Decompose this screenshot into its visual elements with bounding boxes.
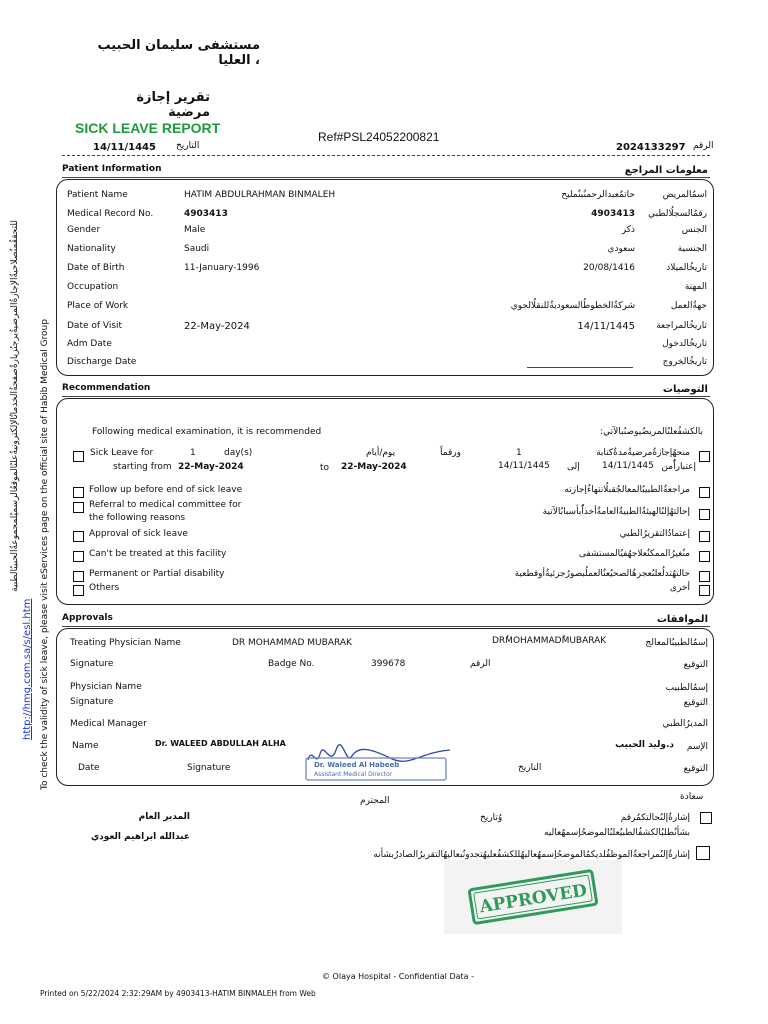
manager-name-label: Name <box>72 741 99 751</box>
letter-ref3-ar: إشارةُإلىُمراجعةُالموظفُلديكمُالموضحُإسمهُعاليهُللكشفُعليهُتجدونُبعاليهُالتقريرُالصادرُبشأنه <box>373 850 690 860</box>
report-date-label: التاريخ <box>176 141 200 151</box>
approvals-section-title: Approvals <box>62 613 113 623</box>
recommendation-checkbox-ar[interactable] <box>699 531 710 542</box>
from-label-ar: إعتباراًُمن <box>661 462 696 472</box>
recommendation-checkbox[interactable] <box>73 502 84 513</box>
letter-checkbox-2[interactable] <box>696 846 710 860</box>
patient-field-value-ar: سعودي <box>607 244 635 254</box>
approvals-section-line <box>62 626 710 627</box>
patient-field-label: Gender <box>67 225 101 235</box>
patient-field-value-ar: 4903413 <box>591 209 635 219</box>
signature-label: Signature <box>70 659 114 669</box>
recommendation-option: Permanent or Partial disability <box>89 569 225 579</box>
patient-field-value: Saudi <box>184 244 210 254</box>
treating-physician-name: DR MOHAMMAD MUBARAK <box>232 638 352 648</box>
recommendation-checkbox[interactable] <box>73 551 84 562</box>
patient-field-label: Date of Birth <box>67 263 125 273</box>
hijri-end-date: 14/11/1445 <box>498 461 550 471</box>
patient-field-label: Place of Work <box>67 301 129 311</box>
approvals-section-title-ar: الموافقات <box>656 614 708 625</box>
patient-field-label-ar: تاريخُالخروج <box>662 357 707 367</box>
patient-info-box <box>56 179 714 376</box>
patient-field-label-ar: اسمُالمريض <box>662 190 707 200</box>
recommendation-checkbox[interactable] <box>73 585 84 596</box>
patient-section-title: Patient Information <box>62 164 162 174</box>
report-title-en: SICK LEAVE REPORT <box>75 120 221 136</box>
recommendation-option: Approval of sick leave <box>89 529 188 539</box>
badge-number: 399678 <box>371 659 406 669</box>
recommendation-checkbox[interactable] <box>73 531 84 542</box>
patient-field-label: Medical Record No. <box>67 209 154 219</box>
recommendation-checkbox[interactable] <box>73 487 84 498</box>
patient-field-value: 11-January-1996 <box>184 263 260 273</box>
badge-label: Badge No. <box>268 659 315 669</box>
patient-field-label-ar: جهةُالعمل <box>670 301 707 311</box>
patient-field-label-ar: الجنس <box>681 225 707 235</box>
stamp-line-2: Assistant Medical Director <box>314 771 393 778</box>
recommendation-option: Referral to medical committee for <box>89 500 242 510</box>
general-manager-name-ar: عبدالله ابراهيم العودي <box>90 832 190 842</box>
excellency-ar: سعادة <box>680 792 704 802</box>
signature3-label-ar: التوقيع <box>683 764 708 774</box>
sick-leave-label: Sick Leave for <box>90 448 154 458</box>
sick-leave-start-date: 22-May-2024 <box>178 462 244 472</box>
printed-footer: Printed on 5/22/2024 2:32:29AM by 4903413-HATIM BINMALEH from Web <box>40 989 316 998</box>
signature3-label: Signature <box>187 763 231 773</box>
recommendation-option: Follow up before end of sick leave <box>89 485 243 495</box>
treating-physician-label: Treating Physician Name <box>70 638 181 648</box>
medical-manager-label: Medical Manager <box>70 719 147 729</box>
signature2-label: Signature <box>70 697 114 707</box>
general-manager-ar: المدير العام <box>138 812 190 822</box>
sick-leave-words-ar: ورقماً <box>440 448 461 458</box>
validity-link[interactable]: http://hmg.com.sa/s/esl.htm <box>22 598 33 740</box>
hijri-start-date: 14/11/1445 <box>602 461 654 471</box>
recommendation-checkbox-ar[interactable] <box>699 487 710 498</box>
sick-leave-days: 1 <box>190 448 196 458</box>
patient-field-label-ar: المهنة <box>684 282 707 292</box>
patient-field-value: 4903413 <box>184 209 228 219</box>
recommendation-option-ar: أخرى <box>669 583 690 593</box>
physician-name-label: Physician Name <box>70 682 142 692</box>
to-label-ar: إلى <box>567 462 580 472</box>
patient-field-value: Male <box>184 225 206 235</box>
patient-field-label-ar: تاريخُالمراجعة <box>656 321 707 331</box>
number-label-ar: الرقم <box>470 659 491 669</box>
recommendation-checkbox-ar[interactable] <box>699 585 710 596</box>
patient-field-label: Discharge Date <box>67 357 137 367</box>
sick-leave-checkbox[interactable] <box>73 451 84 462</box>
letter-ref2-ar: بشأنُطلبُالكشفُالطبيُعلىُالموضحُإسمهُعاليه <box>543 828 690 838</box>
sick-leave-days-unit: day(s) <box>224 448 253 458</box>
approved-stamp <box>444 860 622 934</box>
sick-leave-end-date: 22-May-2024 <box>341 462 407 472</box>
treating-physician-label-ar: إسمُالطبيبُالمعالج <box>645 638 708 648</box>
to-label: to <box>320 463 330 473</box>
recommendation-checkbox[interactable] <box>73 571 84 582</box>
copyright-footer: © Olaya Hospital - Confidential Data - <box>322 972 474 981</box>
physician-name-label-ar: إسمُالطبيب <box>665 683 708 693</box>
patient-field-value-ar: 20/08/1416 <box>583 263 635 273</box>
patient-field-label-ar: الجنسية <box>677 244 707 254</box>
discharge-date-underline <box>527 367 633 368</box>
recommendation-option-ar: إعتمادُالتقريرُالطبي <box>619 529 690 539</box>
patient-field-value: 22-May-2024 <box>184 321 250 332</box>
recommendation-option-ar: إحالتهُإلىُالهيئةُالطبيةُالعامةُأخذاًُبأسبابُالآتية <box>542 507 690 517</box>
patient-field-label: Nationality <box>67 244 116 254</box>
recommendation-option-ar: منُغيرُالممكنُعلاجهُفيُالمستشفى <box>578 549 690 559</box>
validity-note-ar: للتحققُمنُصلاحيةُالإجازةُالمرضيةُيرجىُزيارةُصفحةُالخدماتُالإلكترونيةُعلىُالموقعُالرسميُلمجموعةُالحبيبُالطبية <box>10 220 20 592</box>
patient-field-label-ar: تاريخُالميلاد <box>666 263 707 273</box>
recommendation-checkbox-ar[interactable] <box>699 571 710 582</box>
recommendation-option: Can't be treated at this facility <box>89 549 227 559</box>
patient-field-value-ar: حاتمٌعبدالرحمنٌبنٌمليح <box>561 190 635 200</box>
letter-checkbox-1[interactable] <box>700 812 712 824</box>
recommendation-section-title-ar: التوصيات <box>662 384 708 395</box>
letter-date-ar: وُتاريخ <box>480 813 503 823</box>
header-divider <box>62 155 710 156</box>
manager-name-ar: د.وليد الحبيب <box>615 740 674 750</box>
starting-from-label: starting from <box>113 462 172 472</box>
patient-field-value: HATIM ABDULRAHMAN BINMALEH <box>184 190 336 200</box>
report-number: 2024133297 <box>616 142 686 153</box>
date-label-ar: التاريخ <box>518 763 542 773</box>
letter-ref-ar: إشارةُإلىُحالتكمُرقم <box>620 813 690 823</box>
recommendation-section-title: Recommendation <box>62 383 151 393</box>
patient-field-label: Adm Date <box>67 339 112 349</box>
recommendation-option-line2: the following reasons <box>89 513 186 523</box>
recommendation-option-ar: حالتهُتدلُعلىُعجزهُالصحيُعنُالعملُبصورُجزئيةُأوقطعية <box>514 569 690 579</box>
report-date: 14/11/1445 <box>93 142 156 153</box>
patient-field-label-ar: تاريخُالدخول <box>662 339 707 349</box>
recommendation-intro-ar: بالكشفُعلىُالمريضُيوصىُبالآتي: <box>600 427 703 437</box>
signature-label-ar: التوقيع <box>683 660 708 670</box>
report-title-ar: تقرير إجازة مرضية <box>136 90 210 120</box>
medical-manager-label-ar: المديرُالطبي <box>662 719 708 729</box>
recommendation-intro: Following medical examination, it is recommended <box>92 427 322 437</box>
recommendation-option: Others <box>89 583 120 593</box>
signature2-label-ar: التوقيع <box>683 698 708 708</box>
recommendation-checkbox-ar[interactable] <box>699 551 710 562</box>
patient-section-line <box>62 177 710 178</box>
recommendation-checkbox-ar[interactable] <box>699 509 710 520</box>
reference-number: Ref#PSL24052200821 <box>318 130 440 144</box>
sick-leave-days-unit-ar: يوم/أيام <box>366 448 396 458</box>
sick-leave-checkbox-ar[interactable] <box>699 451 710 462</box>
patient-section-title-ar: معلومات المراجع <box>624 165 708 176</box>
patient-field-value-ar: شركةُالخطوطُالسعوديةُللنقلُالجوي <box>510 301 635 311</box>
approved-stamp-text: APPROVED <box>478 880 589 918</box>
recommendation-section-line <box>62 396 710 397</box>
sick-leave-label-ar: منحهُإجازةُمرضيةُمدةُكتابة <box>596 448 690 458</box>
patient-field-value-ar: 14/11/1445 <box>577 321 635 332</box>
date-label: Date <box>78 763 100 773</box>
manager-name-label-ar: الإسم <box>686 742 708 752</box>
patient-field-label: Date of Visit <box>67 321 123 331</box>
sick-leave-days-ar: 1 <box>516 448 522 458</box>
recommendation-option-ar: مراجعةُالطبيبُالمعالجُقبلُانتهاءُإجازته <box>564 485 690 495</box>
validity-note-en: To check the validity of sick leave, please visit eServices page on the official site of Habib Medical Group <box>40 319 50 790</box>
patient-field-label-ar: رقمُالسجلُالطبي <box>648 209 707 219</box>
patient-field-value-ar: ذكر <box>621 225 635 235</box>
patient-field-label: Patient Name <box>67 190 128 200</box>
respected-ar: المحترم <box>360 796 390 806</box>
hospital-name: مستشفى سليمان الحبيب ، العليا <box>97 38 260 68</box>
report-number-label: الرقم <box>693 141 714 151</box>
stamp-line-1: Dr. Waleed Al Habeeb <box>314 761 400 769</box>
manager-name: Dr. WALEED ABDULLAH ALHA <box>155 739 286 748</box>
patient-field-label: Occupation <box>67 282 119 292</box>
manager-signature-stamp <box>300 738 460 784</box>
treating-physician-name-ar: DRُMOHAMMADُMUBARAK <box>492 636 607 646</box>
